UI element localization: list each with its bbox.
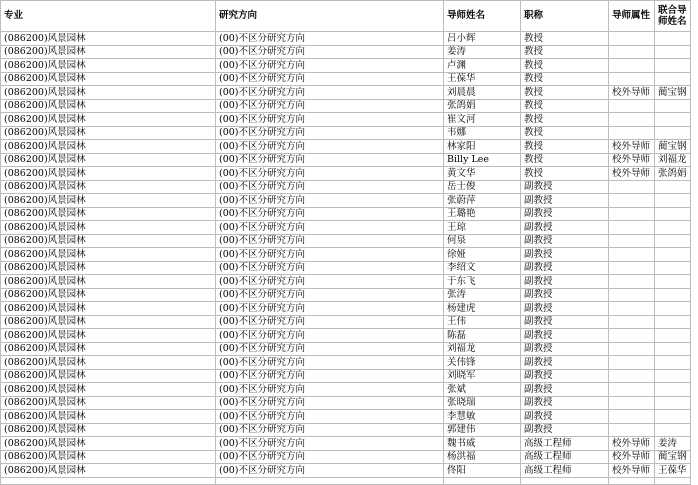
cell-joint-supervisor: 蔺宝钢 <box>655 86 691 100</box>
cell-title: 副教授 <box>521 221 609 235</box>
cell-supervisor-name: 张斌 <box>444 383 521 397</box>
cell-title: 副教授 <box>521 423 609 437</box>
cell-research-direction: (00)不区分研究方向 <box>216 126 444 140</box>
cell-supervisor-name: 刘福龙 <box>444 342 521 356</box>
cell-supervisor-type <box>609 275 655 289</box>
cell-research-direction: (00)不区分研究方向 <box>216 32 444 46</box>
cell-major: (086200)风景园林 <box>1 450 216 464</box>
table-row <box>1 450 691 464</box>
cell-supervisor-type <box>609 329 655 343</box>
cell-supervisor-name: 王琼 <box>444 221 521 235</box>
cell-joint-supervisor: 张鸽娟 <box>655 167 691 181</box>
cell-research-direction: (00)不区分研究方向 <box>216 261 444 275</box>
cell-title: 副教授 <box>521 410 609 424</box>
table-row <box>1 140 691 154</box>
cell-supervisor-name: 姜涛 <box>444 45 521 59</box>
table-row <box>1 153 691 167</box>
cell-joint-supervisor: 刘福龙 <box>655 153 691 167</box>
cell-research-direction: (00)不区分研究方向 <box>216 396 444 410</box>
cell-research-direction: (00)不区分研究方向 <box>216 234 444 248</box>
cell-major: (086200)风景园林 <box>1 356 216 370</box>
cell-title: 副教授 <box>521 194 609 208</box>
cell-title: 副教授 <box>521 275 609 289</box>
cell-major: (086200)风景园林 <box>1 410 216 424</box>
header-title: 职称 <box>521 1 609 32</box>
cell-major: (086200)风景园林 <box>1 140 216 154</box>
table-row <box>1 248 691 262</box>
cell-major: (086200)风景园林 <box>1 383 216 397</box>
cell-research-direction: (00)不区分研究方向 <box>216 113 444 127</box>
cell-supervisor-name: 王葆华 <box>444 72 521 86</box>
cell-supervisor-type <box>609 59 655 73</box>
cell-title: 副教授 <box>521 302 609 316</box>
cell-supervisor-type <box>609 180 655 194</box>
cell-title: 副教授 <box>521 261 609 275</box>
cell-supervisor-name: 郭建伟 <box>444 423 521 437</box>
cell-title: 副教授 <box>521 329 609 343</box>
cell-joint-supervisor <box>655 221 691 235</box>
cell-joint-supervisor <box>655 356 691 370</box>
table-row <box>1 45 691 59</box>
cell-research-direction: (00)不区分研究方向 <box>216 72 444 86</box>
cell-supervisor-type <box>609 113 655 127</box>
table-row <box>1 59 691 73</box>
cell-supervisor-type <box>609 126 655 140</box>
table-row <box>1 464 691 478</box>
cell-research-direction: (00)不区分研究方向 <box>216 450 444 464</box>
cell-research-direction: (00)不区分研究方向 <box>216 194 444 208</box>
cell-empty <box>1 477 216 484</box>
table-row <box>1 383 691 397</box>
cell-major: (086200)风景园林 <box>1 369 216 383</box>
cell-supervisor-name: 卢渊 <box>444 59 521 73</box>
cell-major: (086200)风景园林 <box>1 86 216 100</box>
cell-title: 教授 <box>521 140 609 154</box>
cell-joint-supervisor <box>655 59 691 73</box>
table-row <box>1 113 691 127</box>
cell-supervisor-name: 魏书威 <box>444 437 521 451</box>
cell-joint-supervisor <box>655 410 691 424</box>
cell-supervisor-type <box>609 221 655 235</box>
cell-major: (086200)风景园林 <box>1 207 216 221</box>
cell-joint-supervisor: 王葆华 <box>655 464 691 478</box>
cell-joint-supervisor <box>655 194 691 208</box>
cell-supervisor-type: 校外导师 <box>609 450 655 464</box>
cell-supervisor-type <box>609 315 655 329</box>
cell-major: (086200)风景园林 <box>1 180 216 194</box>
table-body <box>1 32 691 485</box>
cell-title: 副教授 <box>521 315 609 329</box>
cell-major: (086200)风景园林 <box>1 315 216 329</box>
cell-major: (086200)风景园林 <box>1 72 216 86</box>
cell-title: 教授 <box>521 167 609 181</box>
cell-research-direction: (00)不区分研究方向 <box>216 369 444 383</box>
cell-supervisor-type: 校外导师 <box>609 153 655 167</box>
cell-supervisor-type <box>609 410 655 424</box>
cell-supervisor-type <box>609 356 655 370</box>
cell-supervisor-type <box>609 207 655 221</box>
cell-research-direction: (00)不区分研究方向 <box>216 275 444 289</box>
cell-major: (086200)风景园林 <box>1 59 216 73</box>
cell-joint-supervisor: 姜涛 <box>655 437 691 451</box>
table-row <box>1 329 691 343</box>
cell-supervisor-name: 张涛 <box>444 288 521 302</box>
cell-joint-supervisor <box>655 113 691 127</box>
cell-supervisor-type <box>609 288 655 302</box>
table-row <box>1 302 691 316</box>
cell-supervisor-name: 韦娜 <box>444 126 521 140</box>
table-row <box>1 288 691 302</box>
cell-supervisor-type <box>609 45 655 59</box>
cell-title: 副教授 <box>521 248 609 262</box>
table-row <box>1 221 691 235</box>
cell-title: 副教授 <box>521 383 609 397</box>
table-row <box>1 207 691 221</box>
cell-research-direction: (00)不区分研究方向 <box>216 288 444 302</box>
cell-joint-supervisor <box>655 315 691 329</box>
cell-supervisor-name: 杨洪福 <box>444 450 521 464</box>
cell-research-direction: (00)不区分研究方向 <box>216 99 444 113</box>
cell-title: 高级工程师 <box>521 437 609 451</box>
table-row <box>1 234 691 248</box>
cell-major: (086200)风景园林 <box>1 423 216 437</box>
cell-research-direction: (00)不区分研究方向 <box>216 180 444 194</box>
cell-title: 教授 <box>521 126 609 140</box>
cell-joint-supervisor: 蔺宝钢 <box>655 140 691 154</box>
cell-joint-supervisor <box>655 180 691 194</box>
cell-research-direction: (00)不区分研究方向 <box>216 248 444 262</box>
cell-joint-supervisor <box>655 302 691 316</box>
cell-supervisor-type: 校外导师 <box>609 464 655 478</box>
cell-major: (086200)风景园林 <box>1 248 216 262</box>
cell-supervisor-name: 林家阳 <box>444 140 521 154</box>
cell-supervisor-type: 校外导师 <box>609 140 655 154</box>
cell-major: (086200)风景园林 <box>1 167 216 181</box>
cell-supervisor-name: 李绍文 <box>444 261 521 275</box>
cell-joint-supervisor <box>655 396 691 410</box>
table-row <box>1 126 691 140</box>
cell-supervisor-name: 崔文河 <box>444 113 521 127</box>
cell-supervisor-name: 佟阳 <box>444 464 521 478</box>
table-row <box>1 342 691 356</box>
cell-supervisor-type: 校外导师 <box>609 86 655 100</box>
cell-title: 教授 <box>521 99 609 113</box>
cell-supervisor-type <box>609 302 655 316</box>
cell-supervisor-name: 吕小辉 <box>444 32 521 46</box>
cell-research-direction: (00)不区分研究方向 <box>216 329 444 343</box>
cell-research-direction: (00)不区分研究方向 <box>216 153 444 167</box>
cell-supervisor-name: 张鸽娟 <box>444 99 521 113</box>
table-row <box>1 423 691 437</box>
cell-title: 教授 <box>521 113 609 127</box>
cell-major: (086200)风景园林 <box>1 261 216 275</box>
cell-supervisor-type <box>609 396 655 410</box>
cell-supervisor-type <box>609 99 655 113</box>
cell-joint-supervisor <box>655 261 691 275</box>
cell-joint-supervisor <box>655 72 691 86</box>
cell-title: 教授 <box>521 72 609 86</box>
cell-major: (086200)风景园林 <box>1 329 216 343</box>
cell-title: 教授 <box>521 86 609 100</box>
cell-joint-supervisor: 蔺宝钢 <box>655 450 691 464</box>
cell-research-direction: (00)不区分研究方向 <box>216 437 444 451</box>
table-row <box>1 180 691 194</box>
table-row <box>1 437 691 451</box>
cell-joint-supervisor <box>655 234 691 248</box>
header-research-direction: 研究方向 <box>216 1 444 32</box>
header-row <box>1 1 691 32</box>
cell-research-direction: (00)不区分研究方向 <box>216 423 444 437</box>
cell-title: 副教授 <box>521 356 609 370</box>
table-row <box>1 99 691 113</box>
cell-joint-supervisor <box>655 329 691 343</box>
cell-research-direction: (00)不区分研究方向 <box>216 315 444 329</box>
cell-title: 教授 <box>521 32 609 46</box>
cell-empty <box>216 477 444 484</box>
table-row <box>1 167 691 181</box>
cell-major: (086200)风景园林 <box>1 45 216 59</box>
table-row <box>1 194 691 208</box>
cell-major: (086200)风景园林 <box>1 302 216 316</box>
cell-major: (086200)风景园林 <box>1 275 216 289</box>
cell-major: (086200)风景园林 <box>1 153 216 167</box>
cell-joint-supervisor <box>655 369 691 383</box>
cell-joint-supervisor <box>655 342 691 356</box>
cell-research-direction: (00)不区分研究方向 <box>216 167 444 181</box>
cell-research-direction: (00)不区分研究方向 <box>216 356 444 370</box>
table-row <box>1 396 691 410</box>
cell-supervisor-type <box>609 383 655 397</box>
cell-joint-supervisor <box>655 275 691 289</box>
cell-title: 教授 <box>521 45 609 59</box>
table-row <box>1 369 691 383</box>
cell-empty <box>609 477 655 484</box>
cell-supervisor-name: 岳士俊 <box>444 180 521 194</box>
table-row <box>1 410 691 424</box>
cell-joint-supervisor <box>655 288 691 302</box>
header-supervisor-type: 导师属性 <box>609 1 655 32</box>
cell-supervisor-name: 刘晓军 <box>444 369 521 383</box>
cell-supervisor-type <box>609 342 655 356</box>
cell-supervisor-name: 何泉 <box>444 234 521 248</box>
cell-research-direction: (00)不区分研究方向 <box>216 86 444 100</box>
table-row <box>1 86 691 100</box>
cell-supervisor-name: 刘晨晨 <box>444 86 521 100</box>
cell-title: 副教授 <box>521 234 609 248</box>
table-row <box>1 72 691 86</box>
cell-joint-supervisor <box>655 207 691 221</box>
cell-major: (086200)风景园林 <box>1 194 216 208</box>
cell-research-direction: (00)不区分研究方向 <box>216 140 444 154</box>
cell-research-direction: (00)不区分研究方向 <box>216 221 444 235</box>
cell-joint-supervisor <box>655 423 691 437</box>
cell-research-direction: (00)不区分研究方向 <box>216 342 444 356</box>
cell-joint-supervisor <box>655 99 691 113</box>
cell-supervisor-type: 校外导师 <box>609 167 655 181</box>
cell-major: (086200)风景园林 <box>1 113 216 127</box>
table-row <box>1 315 691 329</box>
header-supervisor-name: 导师姓名 <box>444 1 521 32</box>
cell-joint-supervisor <box>655 248 691 262</box>
cell-joint-supervisor <box>655 45 691 59</box>
cell-major: (086200)风景园林 <box>1 99 216 113</box>
cell-supervisor-type <box>609 261 655 275</box>
cell-joint-supervisor <box>655 383 691 397</box>
cell-title: 副教授 <box>521 180 609 194</box>
cell-supervisor-name: 徐娅 <box>444 248 521 262</box>
table-row <box>1 261 691 275</box>
cell-empty <box>655 477 691 484</box>
cell-supervisor-name: 于东飞 <box>444 275 521 289</box>
table-row <box>1 275 691 289</box>
cell-supervisor-name: 王伟 <box>444 315 521 329</box>
cell-research-direction: (00)不区分研究方向 <box>216 464 444 478</box>
cell-major: (086200)风景园林 <box>1 396 216 410</box>
cell-major: (086200)风景园林 <box>1 234 216 248</box>
cell-joint-supervisor <box>655 126 691 140</box>
cell-supervisor-type <box>609 72 655 86</box>
header-major: 专业 <box>1 1 216 32</box>
cell-joint-supervisor <box>655 32 691 46</box>
cell-major: (086200)风景园林 <box>1 221 216 235</box>
cell-supervisor-name: 关伟锋 <box>444 356 521 370</box>
cell-supervisor-type <box>609 32 655 46</box>
cell-supervisor-type <box>609 234 655 248</box>
cell-supervisor-name: 李慧敏 <box>444 410 521 424</box>
table-row <box>1 356 691 370</box>
cell-supervisor-name: 陈磊 <box>444 329 521 343</box>
cell-title: 高级工程师 <box>521 450 609 464</box>
cell-major: (086200)风景园林 <box>1 464 216 478</box>
cell-research-direction: (00)不区分研究方向 <box>216 302 444 316</box>
cell-supervisor-type <box>609 369 655 383</box>
cell-title: 教授 <box>521 153 609 167</box>
cell-supervisor-name: 黄文华 <box>444 167 521 181</box>
cell-supervisor-name: 张晓瑞 <box>444 396 521 410</box>
cell-supervisor-name: 王璐艳 <box>444 207 521 221</box>
cell-supervisor-type <box>609 423 655 437</box>
cell-major: (086200)风景园林 <box>1 288 216 302</box>
cell-title: 副教授 <box>521 342 609 356</box>
header-joint-supervisor: 联合导师姓名 <box>655 1 691 32</box>
table-row-partial <box>1 477 691 484</box>
table-row <box>1 32 691 46</box>
cell-major: (086200)风景园林 <box>1 437 216 451</box>
cell-research-direction: (00)不区分研究方向 <box>216 410 444 424</box>
cell-title: 副教授 <box>521 288 609 302</box>
cell-major: (086200)风景园林 <box>1 126 216 140</box>
cell-research-direction: (00)不区分研究方向 <box>216 45 444 59</box>
cell-major: (086200)风景园林 <box>1 342 216 356</box>
cell-research-direction: (00)不区分研究方向 <box>216 383 444 397</box>
cell-supervisor-name: Billy Lee <box>444 153 521 167</box>
cell-supervisor-name: 张蔚萍 <box>444 194 521 208</box>
cell-title: 副教授 <box>521 396 609 410</box>
cell-title: 教授 <box>521 59 609 73</box>
cell-title: 高级工程师 <box>521 464 609 478</box>
cell-major: (086200)风景园林 <box>1 32 216 46</box>
cell-supervisor-name: 杨建虎 <box>444 302 521 316</box>
cell-research-direction: (00)不区分研究方向 <box>216 207 444 221</box>
cell-research-direction: (00)不区分研究方向 <box>216 59 444 73</box>
cell-supervisor-type: 校外导师 <box>609 437 655 451</box>
cell-empty <box>444 477 521 484</box>
cell-title: 副教授 <box>521 207 609 221</box>
cell-supervisor-type <box>609 248 655 262</box>
cell-empty <box>521 477 609 484</box>
cell-title: 副教授 <box>521 369 609 383</box>
cell-supervisor-type <box>609 194 655 208</box>
